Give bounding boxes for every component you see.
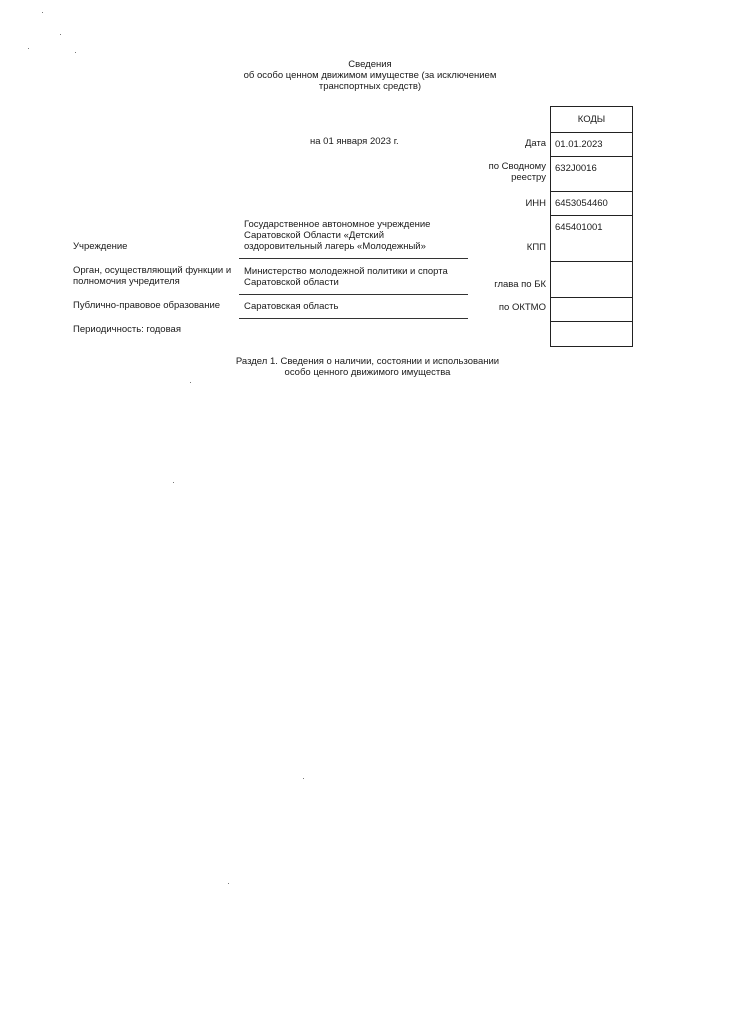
title-line-3: транспортных средств): [318, 81, 422, 92]
institution-value-line2: Саратовской Области «Детский: [244, 230, 385, 241]
label-svodny-reestr: [460, 161, 546, 183]
codes-table: [550, 106, 633, 347]
scan-speck: [173, 482, 174, 483]
scan-speck: [303, 778, 304, 779]
scan-speck: [42, 12, 43, 13]
label-oktmo: по ОКТМО: [498, 302, 546, 313]
organ-value: [244, 266, 474, 288]
section-title: [200, 356, 535, 378]
code-kpp: 645401001: [551, 216, 632, 262]
label-svodny-line2: реестру: [511, 172, 546, 183]
periodicity: Периодичность: годовая: [73, 324, 181, 335]
institution-value-line1: Государственное автономное учреждение: [244, 219, 431, 230]
code-glava-bk: [551, 262, 632, 298]
title-line-1: Сведения: [348, 59, 392, 70]
code-date: 01.01.2023: [551, 133, 632, 157]
organ-value-line2: Саратовской области: [244, 277, 339, 288]
scan-speck: [75, 52, 76, 53]
organ-underline: [239, 294, 468, 295]
scan-speck: [190, 382, 191, 383]
institution-label: Учреждение: [73, 241, 128, 252]
document-title: [180, 59, 560, 92]
ppo-underline: [239, 318, 468, 319]
codes-header: КОДЫ: [551, 107, 632, 133]
section-title-line1: Раздел 1. Сведения о наличии, состоянии и использовании: [235, 356, 500, 367]
label-date: Дата: [524, 138, 546, 149]
section-title-line2: особо ценного движимого имущества: [284, 367, 451, 378]
scan-speck: [228, 883, 229, 884]
institution-value: [244, 219, 474, 252]
organ-label-line1: Орган, осуществляющий функции и: [73, 265, 232, 276]
scan-speck: [60, 34, 61, 35]
label-svodny-line1: по Сводному: [488, 161, 546, 172]
label-kpp: КПП: [526, 242, 546, 253]
institution-value-line3: оздоровительный лагерь «Молодежный»: [244, 241, 426, 252]
title-line-2: об особо ценном движимом имуществе (за исключением: [243, 70, 497, 81]
label-glava-bk: глава по БК: [494, 279, 546, 290]
ppo-label: Публично-правовое образование: [73, 300, 221, 311]
code-svodny-reestr: 632J0016: [551, 157, 632, 192]
report-date: на 01 января 2023 г.: [310, 136, 399, 147]
code-inn: 6453054460: [551, 192, 632, 216]
organ-label: [73, 265, 231, 287]
code-empty: [551, 322, 632, 347]
ppo-value: Саратовская область: [244, 301, 339, 312]
organ-value-line1: Министерство молодежной политики и спорта: [244, 266, 448, 277]
scan-speck: [28, 48, 29, 49]
code-oktmo: [551, 298, 632, 322]
institution-underline: [239, 258, 468, 259]
label-inn: ИНН: [525, 198, 546, 209]
organ-label-line2: полномочия учредителя: [73, 276, 180, 287]
